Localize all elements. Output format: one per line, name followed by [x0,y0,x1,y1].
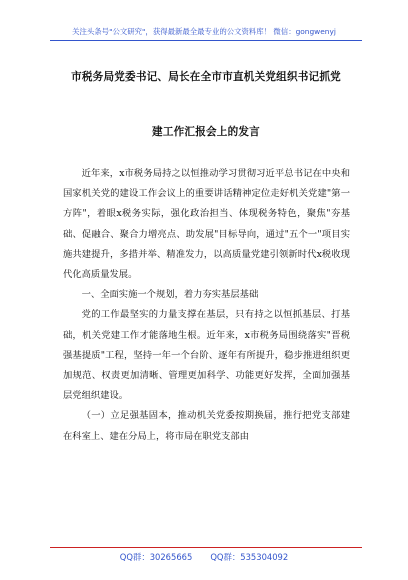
footer-contacts [0,551,408,563]
document-title-line-1: 市税务局党委书记、局长在全市市直机关党组织书记抓党 [71,71,341,83]
paragraph-subsection-1: （一）立足强基固本，推动机关党委按期换届，推行把党支部建在科室上、建在分局上，将市局在职党支部由 [63,410,350,442]
footer-qq-group-2: QQ群：535304092 [210,552,289,562]
paragraph-section-1: 党的工作最坚实的力量支撑在基层，只有持之以恒抓基层、打基础，机关党建工作才能落地生根。近年来，x市税务局围绕落实"晋税强基提质"工程，坚持一年一个台阶、逐年有所提升，稳步推进组织更加规范、权责更加清晰、管理更加科学、功能更好发挥，全面加强基层党组织建设。 [63,309,350,402]
header-divider [50,40,362,41]
document-title-line-2: 建工作汇报会上的发言 [152,126,260,138]
footer-qq-group-1: QQ群：30265665 [119,552,193,562]
paragraph-intro: 近年来，x市税务局持之以恒推动学习贯彻习近平总书记在中央和国家机关党的建设工作会议上的重要讲话精神定位走好机关党建"第一方阵"，着眼x税务实际，强化政治担当、体现税务特色，聚焦"夯基础、促融合、聚合力增亮点、助发展"目标导向，通过"五个一"项目实施共建提升，多措并举、精准发力，以高质量党建引领新时代x税收现代化高质量发展。 [63,168,350,281]
document-body [63,164,350,447]
section-heading-1: 一、全面实施一个规划，着力夯实基层基础 [81,289,259,301]
header-notice: 关注头条号"公文研究"，获得最新最全最专业的公文资料库！ 微信：gongwenyj [72,27,336,36]
footer-divider [50,547,362,548]
